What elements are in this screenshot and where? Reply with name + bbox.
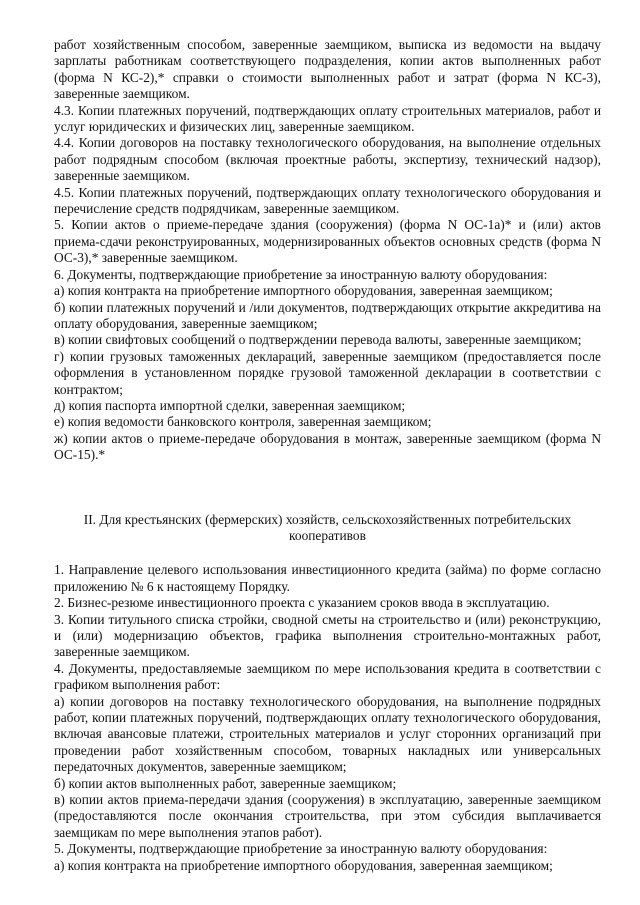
paragraph: г) копии грузовых таможенных деклараций, заверенные заемщиком (предоставляется после оформления в установленном порядке грузовой таможенной декларации в соответствии с контрактом; — [54, 348, 601, 397]
paragraph: а) копия контракта на приобретение импортного оборудования, заверенная заемщиком; — [54, 857, 553, 873]
paragraph: 3. Копии титульного списка стройки, сводной сметы на строительство и (или) реконструкцию, и (или) модернизацию объектов, графика выполнения строительно-монтажных работ, заверенные заемщиком. — [54, 611, 601, 660]
paragraph: 5. Копии актов о приеме-передаче здания (сооружения) (форма N ОС-1а)* и (или) актов приема-сдачи реконструированных, модернизированных объектов основных средств (форма N ОС-3),* заверенные заемщиком. — [54, 217, 601, 266]
paragraph: 2. Бизнес-резюме инвестиционного проекта с указанием сроков ввода в эксплуатацию. — [54, 595, 550, 611]
paragraph: д) копия паспорта импортной сделки, заверенная заемщиком; — [54, 397, 406, 413]
paragraph: 4.4. Копии договоров на поставку технологического оборудования, на выполнение отдельных работ подрядным способом (включая проектные работы, экспертизу, технический надзор), заверенные заемщиком. — [54, 135, 601, 184]
paragraph: 4.5. Копии платежных поручений, подтверждающих оплату технологического оборудования и перечисление средств подрядчикам, заверенные заемщиком. — [54, 184, 601, 217]
paragraph: а) копии договоров на поставку технологического оборудования, на выполнение подрядных работ, копии платежных поручений, подтверждающих оплату технологического оборудования, включая авансовые платежи, строительных материалов и услуг сторонних организаций при проведении работ хозяйственным способом, товарных накладных или универсальных передаточных документов, заверенные заемщиком; — [54, 693, 601, 775]
paragraph: б) копии актов выполненных работ, заверенные заемщиком; — [54, 775, 397, 791]
paragraph: 5. Документы, подтверждающие приобретение за иностранную валюту оборудования: — [54, 841, 548, 857]
paragraph: 6. Документы, подтверждающие приобретение за иностранную валюту оборудования: — [54, 266, 548, 282]
paragraph: 4.3. Копии платежных поручений, подтверждающих оплату строительных материалов, работ и услуг юридических и физических лиц, заверенные заемщиком. — [54, 102, 601, 135]
paragraph: 4. Документы, предоставляемые заемщиком по мере использования кредита в соответствии с графиком выполнения работ: — [54, 660, 601, 693]
paragraph: 1. Направление целевого использования инвестиционного кредита (займа) по форме согласно приложению № 6 к настоящему Порядку. — [54, 562, 601, 594]
paragraph: в) копии актов приема-передачи здания (сооружения) в эксплуатацию, заверенные заемщиком (предоставляются после окончания строительства, при этом субсидия выплачивается заемщикам по мере выполнения этапов работ). — [54, 792, 601, 840]
paragraph: работ хозяйственным способом, заверенные заемщиком, выписка из ведомости на выдачу зарплаты работникам соответствующего подразделения, копии актов выполненных работ (форма N КС-2),* справки о стоимости выполненных работ и затрат (форма N КС-3), заверенные заемщиком. — [54, 37, 601, 102]
paragraph: в) копии свифтовых сообщений о подтверждении перевода валюты, заверенные заемщиком; — [54, 332, 582, 348]
section-spacer — [54, 544, 601, 562]
paragraph: а) копия контракта на приобретение импортного оборудования, заверенная заемщиком; — [54, 283, 553, 299]
document-page — [54, 37, 601, 874]
paragraph: б) копии платежных поручений и /или документов, подтверждающих открытие аккредитива на оплату оборудования, заверенные заемщиком; — [54, 299, 601, 331]
section-spacer — [54, 464, 601, 512]
paragraph: ж) копии актов о приеме-передаче оборудования в монтаж, заверенные заемщиком (форма N ОС-15).* — [54, 430, 601, 463]
section-heading: II. Для крестьянских (фермерских) хозяйств, сельскохозяйственных потребительских кооперативов — [83, 511, 572, 543]
paragraph: е) копия ведомости банковского контроля, заверенная заемщиком; — [54, 414, 432, 430]
